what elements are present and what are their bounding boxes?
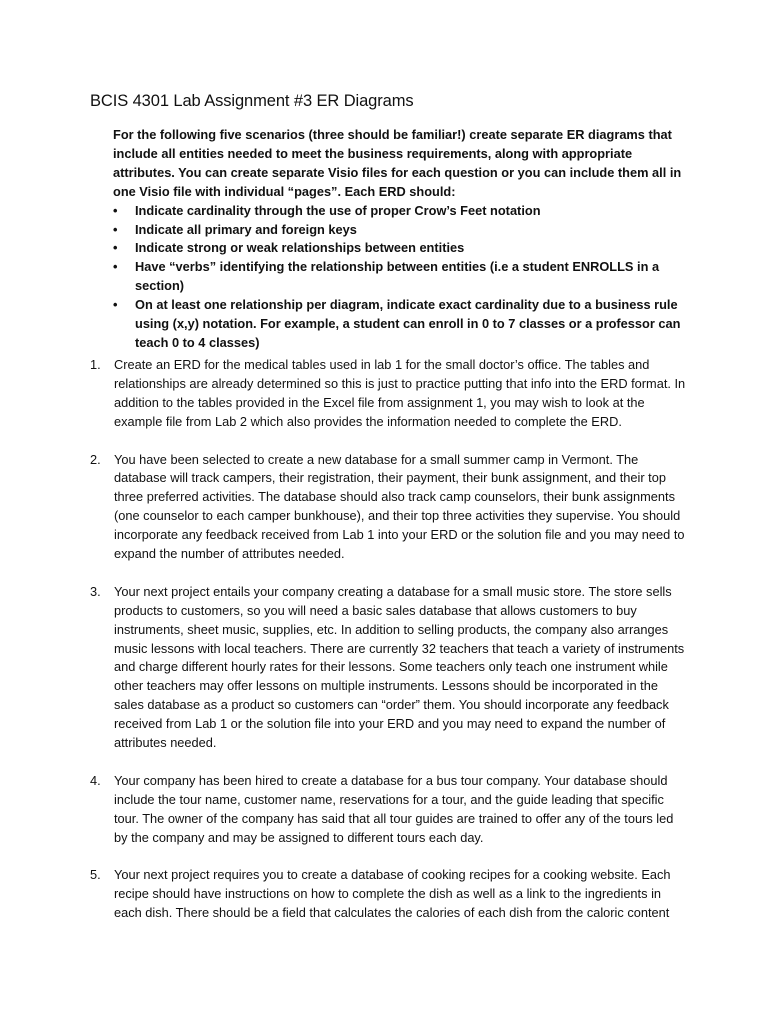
bullet-text: Indicate cardinality through the use of proper Crow’s Feet notation xyxy=(135,202,541,218)
bullet-text: Indicate all primary and foreign keys xyxy=(135,221,357,237)
bullet-item xyxy=(113,221,693,240)
task-number: 1. xyxy=(90,357,101,372)
task-text: Your company has been hired to create a database for a bus tour company. Your database should include the tour name, customer name, reservations for a tour, and the guide leading that specific tour. The owner of the company has said that all tour guides are trained to offer any of the tours led by the company and may be assigned to different tours each day. xyxy=(114,772,674,845)
bullet-icon: • xyxy=(113,297,118,313)
task-item xyxy=(90,583,690,753)
bullet-item xyxy=(113,296,693,353)
requirements-list xyxy=(113,202,693,353)
task-item xyxy=(90,356,690,432)
task-text: Your next project entails your company creating a database for a small music store. The store sells products to customers, so you will need a basic sales database that allows customers to buy instruments, sheet music, supplies, etc. In addition to selling products, the company also arranges music lessons with local teachers. There are currently 32 teachers that teach a variety of instruments and charge different hourly rates for their lessons. Some teachers only teach one instrument while other teachers may offer lessons on multiple instruments. Lessons should be incorporated in the sales database as a product so customers can “order” them. You should incorporate any feedback received from Lab 1 or the solution file into your ERD and you may need to expand the number of attributes needed. xyxy=(114,583,685,751)
bullet-item xyxy=(113,202,693,221)
bullet-text: On at least one relationship per diagram, indicate exact cardinality due to a business rule using (x,y) notation. For example, a student can enroll in 0 to 7 classes or a professor can teach 0 to 4 classes) xyxy=(135,297,681,350)
task-item xyxy=(90,451,690,564)
task-number: 5. xyxy=(90,867,101,883)
bullet-icon: • xyxy=(113,240,118,256)
document-title: BCIS 4301 Lab Assignment #3 ER Diagrams xyxy=(90,92,414,110)
bullet-icon: • xyxy=(113,202,118,218)
bullet-icon: • xyxy=(113,259,118,275)
task-text: Create an ERD for the medical tables used in lab 1 for the small doctor’s office. The tables and relationships are already determined so this is just to practice putting that info into the ERD format. In addition to the tables provided in the Excel file from assignment 1, you may wish to look at the example file from Lab 2 which also provides the information needed to complete the ERD. xyxy=(114,357,686,429)
bullet-icon: • xyxy=(113,221,118,237)
task-number: 2. xyxy=(90,451,101,467)
task-number: 3. xyxy=(90,583,101,599)
task-number: 4. xyxy=(90,772,101,788)
bullet-item xyxy=(113,258,693,296)
task-item xyxy=(90,772,690,848)
intro-paragraph: For the following five scenarios (three should be familiar!) create separate ER diagrams that include all entities needed to meet the business requirements, along with appropriate attributes. You can create separate Visio files for each question or you can include them all in one Visio file with individual “pages”. Each ERD should: xyxy=(113,127,682,199)
intro-block xyxy=(113,126,693,353)
numbered-tasks xyxy=(90,356,690,942)
bullet-text: Have “verbs” identifying the relationship between entities (i.e a student ENROLLS in a section) xyxy=(135,259,660,294)
task-item xyxy=(90,866,690,923)
bullet-text: Indicate strong or weak relationships between entities xyxy=(135,240,465,256)
bullet-item xyxy=(113,239,693,258)
task-text: You have been selected to create a new database for a small summer camp in Vermont. The database will track campers, their registration, their payment, their bunk assignment, and their top three preferred activities. The database should also track camp counselors, their bunk assignments (one counselor to each camper bunkhouse), and their top three activities they supervise. You should incorporate any feedback received from Lab 1 into your ERD or the solution file and you may need to expand the number of attributes needed. xyxy=(114,451,685,562)
task-text: Your next project requires you to create a database of cooking recipes for a cooking website. Each recipe should have instructions on how to complete the dish as well as a link to the ingredients in each dish. There should be a field that calculates the calories of each dish from the caloric content xyxy=(114,867,671,921)
